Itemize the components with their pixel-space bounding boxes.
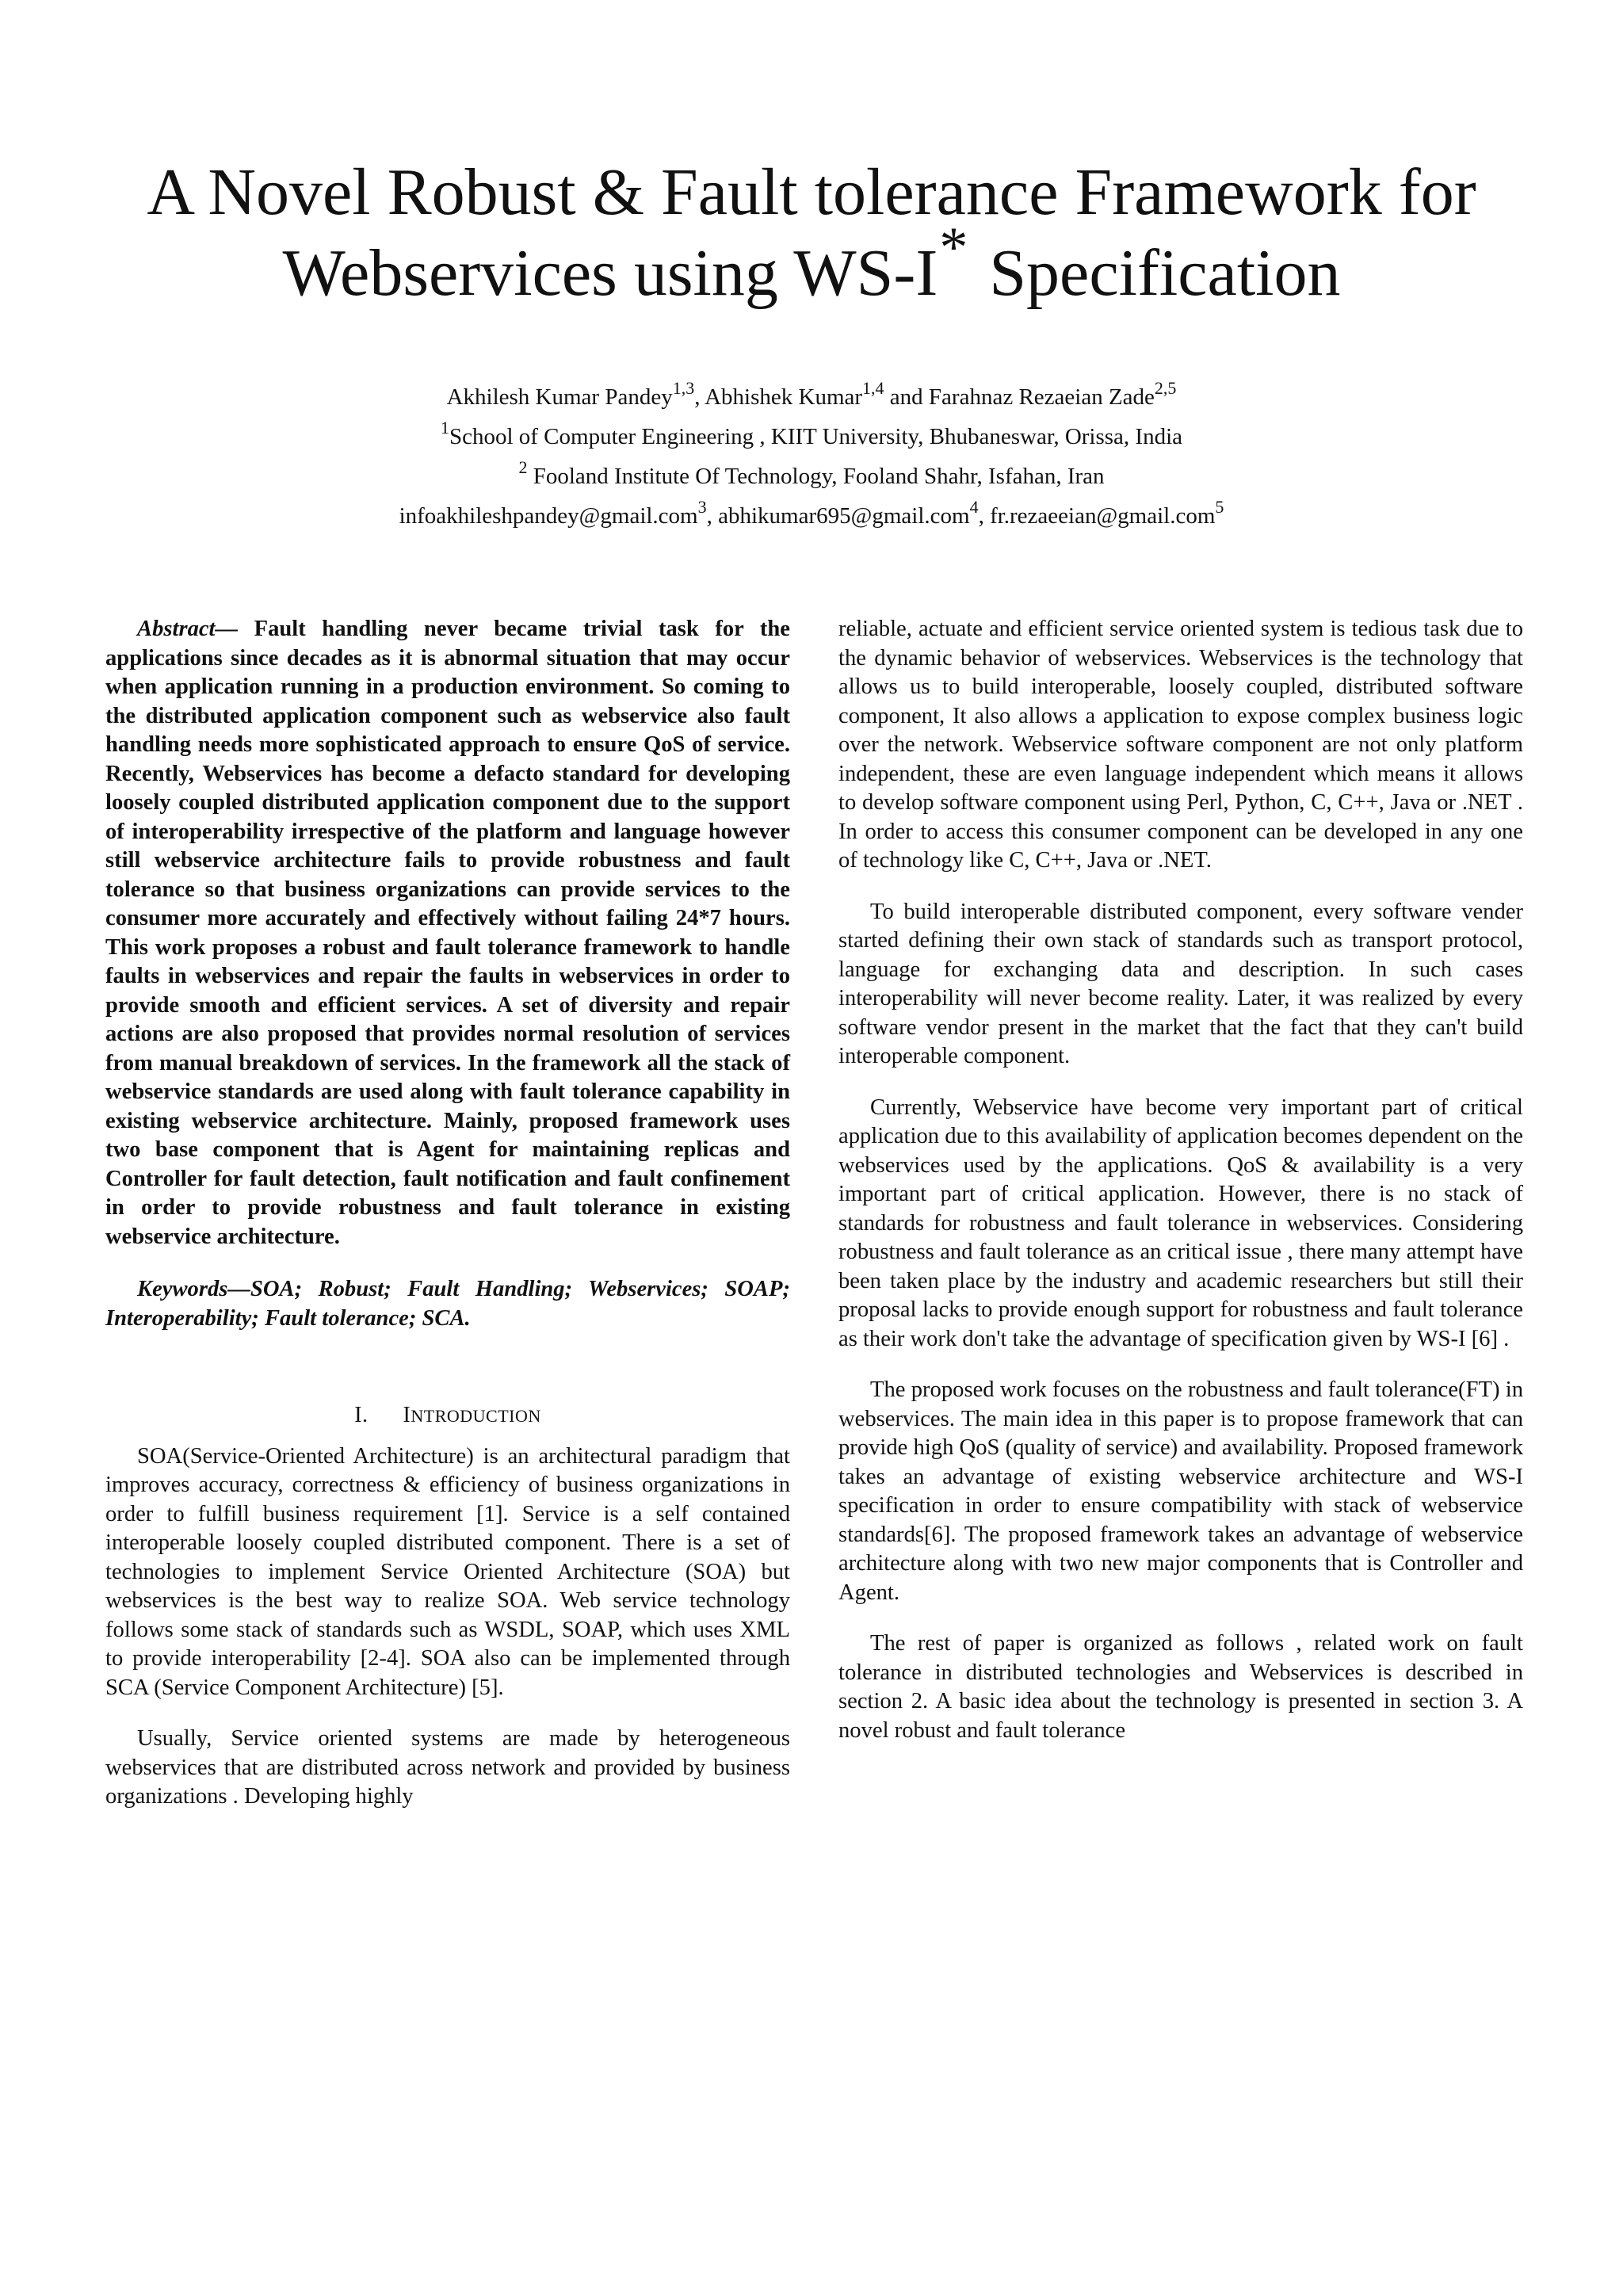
affiliation-1 [0,417,1623,457]
intro-paragraph-4: Currently, Webservice have become very important part of critical application due to this availability of application becomes dependent on the webservices used by the applications. QoS & availability is a very important part of critical application. However, there is no stack of standards for robustness and fault tolerance in webservices. Considering robustness and fault tolerance as an critical issue , there many attempt have been taken place by the industry and academic researchers but still their proposal lacks to provide enough support for robustness and fault tolerance as their work don't take the advantage of specification given by WS-I [6] . [838,1095,1523,1351]
author-1: Akhilesh Kumar Pandey [446,384,673,410]
author-3-sup: 2,5 [1154,378,1177,398]
left-column [105,615,790,1812]
keywords: Keywords—SOA; Robust; Fault Handling; Webservices; SOAP; Interoperability; Fault tolerance; SCA. [105,1277,790,1331]
title-line-2-end: Specification [989,236,1341,310]
paper-title [0,152,1623,316]
intro-paragraph-3: To build interoperable distributed component, every software vender started defining their own stack of standards such as transport protocol, language for exchanging data and description. In such cases interoperability will never become reality. Later, it was realized by every software vendor present in the market that the fact that they can't build interoperable component. [838,899,1523,1068]
author-block [0,377,1623,536]
title-line-1: A Novel Robust & Fault tolerance Framework for [147,155,1476,229]
section-title-first: I [403,1403,411,1427]
author-1-sup: 1,3 [672,378,695,398]
email-3: , fr.rezaeeian@gmail.com [978,503,1216,529]
author-names [0,377,1623,417]
title-line-2 [0,216,1623,316]
section-heading-introduction [105,1401,790,1431]
email-1: infoakhileshpandey@gmail.com [399,503,698,529]
abstract-label: Abstract— [137,617,239,641]
title-line-2-start: Webservices using WS-I [282,236,938,310]
intro-paragraph-6: The rest of paper is organized as follows , related work on fault tolerance in distributed technologies and Webservices is described in section 2. A basic idea about the technology is presented in section 3. A novel robust and fault tolerance [838,1631,1523,1743]
right-column [838,615,1523,1745]
affiliation-2-sup: 2 [518,457,528,477]
author-2: , Abhishek Kumar [694,384,863,410]
affiliation-2 [0,457,1623,496]
email-2: , abhikumar695@gmail.com [706,503,970,529]
intro-paragraph-1: SOA(Service-Oriented Architecture) is an architectural paradigm that improves accuracy, correctness & efficiency of business organizations in order to fulfill business requirement [1]. Service is a self contained interoperable loosely coupled distributed component. There is a set of technologies to implement Service Oriented Architecture (SOA) but webservices is the best way to realize SOA. Web service technology follows some stack of standards such as WSDL, SOAP, which uses XML to provide interoperability [2-4]. SOA also can be implemented through SCA (Service Component Architecture) [5]. [105,1443,790,1700]
affiliation-1-sup: 1 [440,418,449,437]
title-asterisk: * [939,216,968,279]
abstract-text: Fault handling never became trivial task for the applications since decades as it is abnormal situation that may occur when application running in a production environment. So coming to the distributed application component such as webservice also fault handling needs more sophisticated approach to ensure QoS of service. Recently, Webservices has become a defacto standard for developing loosely coupled distributed application component due to the support of interoperability irrespective of the platform and language however still webservice architecture fails to provide robustness and fault tolerance so that business organizations can provide services to the consumer more accurately and effectively without failing 24*7 hours. This work proposes a robust and fault tolerance framework to handle faults in webservices and repair the faults in webservices in order to provide smooth and efficient services. A set of diversity and repair actions are also proposed that provides normal resolution of services from manual breakdown of services. In the framework all the stack of webservice standards are used along with fault tolerance capability in existing webservice architecture. Mainly, proposed framework uses two base component that is Agent for maintaining replicas and Controller for fault detection, fault notification and fault confinement in order to provide robustness and fault tolerance in existing webservice architecture. [105,617,790,1249]
affiliation-1-text: School of Computer Engineering , KIIT University, Bhubaneswar, Orissa, India [449,424,1183,449]
section-title-rest: NTRODUCTION [411,1406,541,1426]
intro-paragraph-2-continued: reliable, actuate and efficient service oriented system is tedious task due to the dynamic behavior of webservices. Webservices is the technology that allows us to build interoperable, loosely coupled, distributed software component, It also allows a application to expose complex business logic over the network. Webservice software component are not only platform independent, these are even language independent which means it allows to develop software component using Perl, Python, C, C++, Java or .NET . In order to access this consumer component can be developed in any one of technology like C, C++, Java or .NET. [838,617,1523,873]
email-2-sup: 4 [969,497,979,517]
email-1-sup: 3 [697,497,707,517]
section-number: I. [354,1403,369,1427]
affiliation-2-text: Fooland Institute Of Technology, Fooland Shahr, Isfahan, Iran [527,464,1105,489]
author-2-sup: 1,4 [862,378,884,398]
intro-paragraph-2: Usually, Service oriented systems are made by heterogeneous webservices that are distributed across network and provided by business organizations . Developing highly [105,1726,790,1809]
intro-paragraph-5: The proposed work focuses on the robustness and fault tolerance(FT) in webservices. The main idea in this paper is to propose framework that can provide high QoS (quality of service) and availability. Proposed framework takes an advantage of existing webservice architecture and WS-I specification in order to ensure compatibility with stack of webservice standards[6]. The proposed framework takes an advantage of webservice architecture along with two new major components that is Controller and Agent. [838,1377,1523,1605]
email-3-sup: 5 [1215,497,1224,517]
abstract [105,615,790,1251]
author-3: and Farahnaz Rezaeian Zade [884,384,1155,410]
author-emails [0,496,1623,536]
